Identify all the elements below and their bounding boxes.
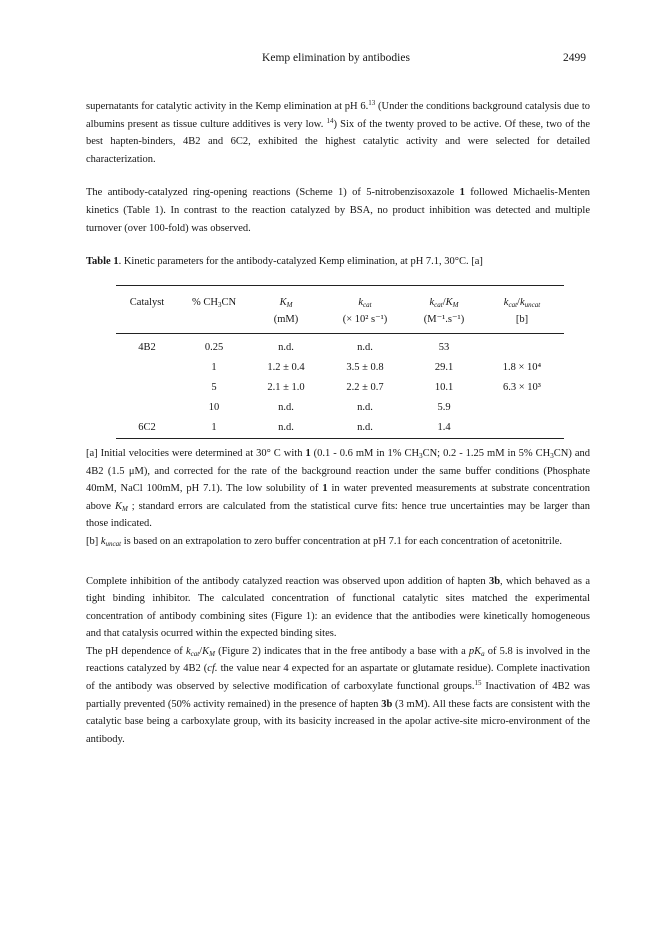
unit-kcat-kuncat: [b] [480,311,564,333]
page-body [86,98,590,748]
table-header-row [116,285,564,311]
compound-1: 1 [459,187,465,199]
kinetic-parameters-table [116,285,564,439]
table-footnotes [86,445,590,551]
footnote-b: [b] $k_{uncat}$ is based on an extrapolation to zero buffer concentration at pH 7.1 for each concentration of acetonitrile. [86,535,563,548]
compound-3b: 3b [381,698,393,710]
header-ch3cn: % $CH_3CN$ [178,285,250,311]
table-row: 5 2.1 ± 1.0 2.2 ± 0.7 10.1 6.3 × 10³ [211,382,541,394]
header-kcat-km: $k_{cat}/K_M$ [408,285,480,311]
compound-3b: 3b [488,575,501,587]
header-kcat: $k_{cat}$ [322,285,408,311]
table-label: Table 1 [86,256,119,268]
paragraph-inhibition: Complete inhibition of the antibody catalyzed reaction was observed upon addition of hapten 3b, which behaved as a tight binding inhibitor. The calculated concentration of functional catalytic sites matched the experimental concentration of antibody combining sites (Figure 1): an evidence that the antibodies were kinetically homogeneous and that catalysis ocurred within the expected binding sites. [86,575,590,640]
unit-kcat-km: (M⁻¹.s⁻¹) [408,311,480,333]
table-row: 10 n.d. n.d. 5.9 [208,402,451,414]
reference-13: 13 [368,99,376,107]
paragraph-kinetics: The antibody-catalyzed ring-opening reactions (Scheme 1) of 5-nitrobenzisoxazole 1 followed Michaelis-Menten kinetics (Table 1). In contrast to the reaction catalyzed by BSA, no product inhibition was detected and multiple turnover (over 100-fold) was observed. [86,187,590,234]
paragraph-screening: supernatants for catalytic activity in the Kemp elimination at pH 6.13 (Under the conditions background catalysis due to albumins present as tissue culture additives is very low. $^{14}$) Six of the twenty proved to be active. Of these, two of the best hapten-binders, 4B2 and 6C2, exhibited the highest catalytic activity and were selected for detailed characterization. [86,99,590,165]
paragraph-ph-dependence: The pH dependence of $k_{cat}/K_M$ (Figure 2) indicates that in the free antibody a base with a $pK_a$ of 5.8 is involved in the reactions catalyzed by 4B2 (cf. the value near 4 expected for an aspartate or glutamate residue). Complete inactivation of the antibody was observed by selective modification of carboxylate functional groups.$^{15}$ Inactivation of 4B2 was partially prevented (50% activity remained) in the presence of hapten 3b (3 mM). All these facts are consistent with the catalytic base being a carboxylate group, with its basicity increased in the apolar active-site micro-environment of the antibody. [86,645,591,745]
table-caption: Table 1. Kinetic parameters for the antibody-catalyzed Kemp elimination, at pH 7.1, 30°C. [a] [86,256,483,268]
running-title: Kemp elimination by antibodies [262,52,410,64]
table-row: 1 1.2 ± 0.4 3.5 ± 0.8 29.1 1.8 × 10⁴ [211,362,542,374]
table-row: 4B2 0.25 n.d. n.d. 53 [138,342,450,354]
header-km: $K_M$ [250,285,322,311]
reference-15: 15 [474,679,482,688]
unit-km: (mM) [250,311,322,333]
table-units-row [116,311,564,333]
unit-kcat: (× 10² s⁻¹) [322,311,408,333]
header-catalyst: Catalyst [116,285,178,311]
footnote-a: [a] Initial velocities were determined at 30° C with 1 (0.1 - 0.6 mM in 1% $CH_3CN$; 0.2 - 1.25 mM in 5% $CH_3CN$) and 4B2 (1.5 μM), and corrected for the rate of the background reaction under the same buffer conditions (Phosphate 40mM, NaCl 100mM, pH 7.1). The low solubility of 1 in water prevented measurements at substrate concentration above $K_M$ ; standard errors are calculated from the statistical curve fits: hence true uncertainties may be larger than those indicated. [86,447,590,530]
page-number: 2499 [563,52,586,64]
reference-14: 14 [326,116,334,125]
header-kcat-kuncat: $k_{cat}/k_{uncat}$ [480,285,564,311]
running-head [0,52,672,68]
table-row: 6C2 1 n.d. n.d. 1.4 [116,418,564,439]
